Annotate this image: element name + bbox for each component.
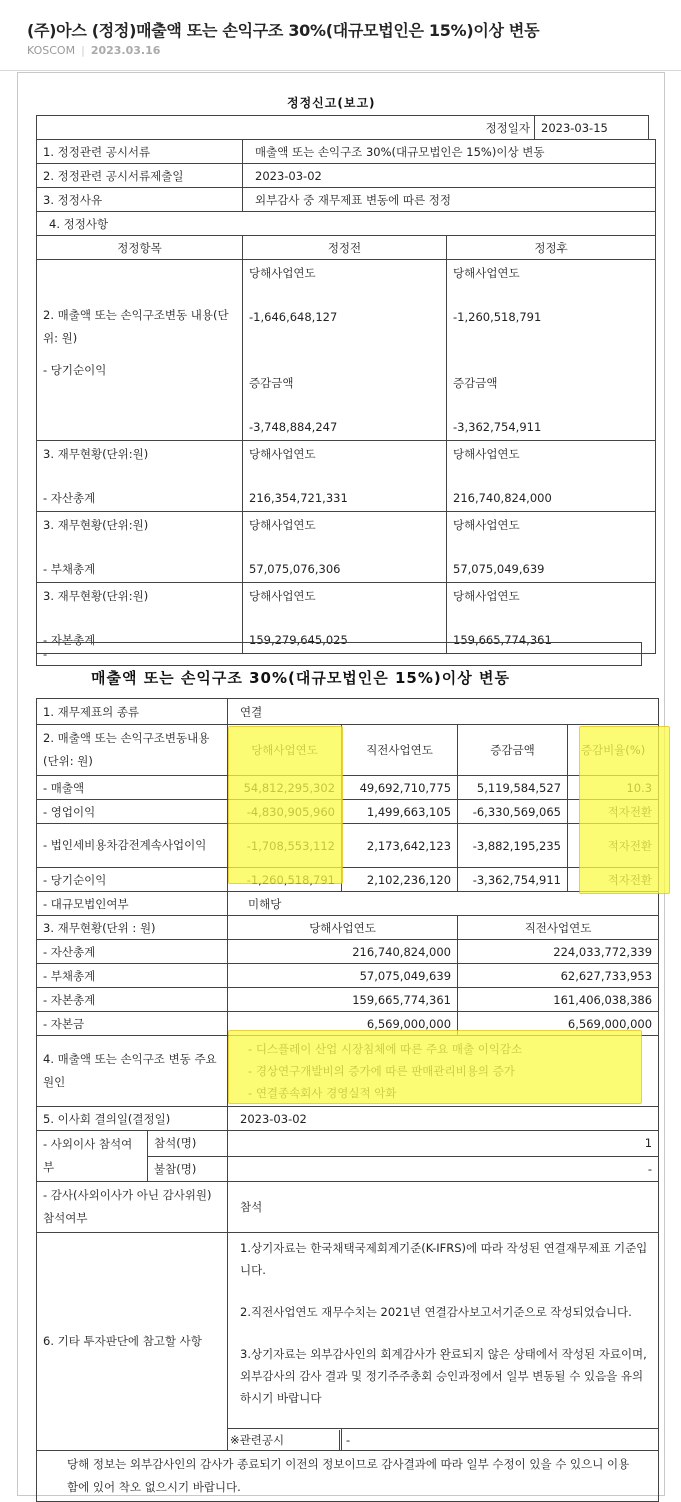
fin-row-before	[243, 512, 447, 583]
blank-cell	[37, 116, 473, 140]
note-item: 3.상기자료는 외부감사인의 회계감사가 완료되지 않은 상태에서 작성된 자료이며, 외부감사의 감사 결과 및 정기주주총회 승인과정에서 일부 변동될 수 있음을 유의 하시기 바랍니다	[240, 1347, 647, 1405]
attend-label: 참석(명)	[148, 1131, 228, 1157]
highlight-current-year	[228, 726, 343, 884]
col-header-diff: 증감금액	[458, 725, 568, 776]
pl-row-label: - 매출액	[37, 776, 228, 800]
related-value: -	[346, 1432, 351, 1447]
note-item: 1.상기자료는 한국채택국제회계기준(K-IFRS)에 따라 작성된 연결재무제표 기준입니다.	[240, 1241, 648, 1277]
bs-current: 57,075,049,639	[228, 964, 458, 988]
related-label: ※관련공시	[228, 1430, 340, 1450]
fin-after-header: 당해사업연도	[453, 447, 520, 461]
bs-current: 159,665,774,361	[228, 988, 458, 1012]
article-title: (주)아스 (정정)매출액 또는 손익구조 30%(대규모법인은 15%)이상 변동	[27, 21, 540, 40]
correction-items-label: 4. 정정사항	[37, 212, 656, 236]
reason-label: 4. 매출액 또는 손익구조 변동 주요원인	[37, 1036, 228, 1107]
meta-divider: |	[81, 44, 85, 57]
board-date-label: 5. 이사회 결의일(결정일)	[37, 1107, 228, 1131]
before-value-2: -3,748,884,247	[249, 420, 338, 434]
item-label-main: 2. 매출액 또는 손익구조변동 내용(단위: 원)	[43, 308, 229, 345]
correction-heading: 정정신고(보고)	[287, 96, 376, 110]
pl-diff: -6,330,569,065	[458, 800, 568, 824]
auditor-value: 참석	[228, 1182, 659, 1233]
after-header-2: 증감금액	[453, 376, 498, 390]
col-header-previous: 직전사업연도	[342, 725, 458, 776]
fin-label-main: 3. 재무현황(단위:원)	[43, 589, 149, 603]
sec2-label: 2. 매출액 또는 손익구조변동내용(단위: 원)	[37, 725, 228, 776]
other-info-notes	[228, 1233, 659, 1429]
fin-before-value: 159,279,645,025	[249, 633, 348, 647]
fin-row-label	[37, 441, 243, 512]
correction-row-label: 2. 정정관련 공시서류제출일	[37, 164, 243, 188]
fin-after-value: 57,075,049,639	[453, 562, 545, 576]
fin-before-header: 당해사업연도	[249, 518, 316, 532]
other-info-label: 6. 기타 투자판단에 참고할 사항	[37, 1233, 228, 1451]
correction-row-value: 외부감사 중 재무제표 변동에 따른 정정	[243, 188, 656, 212]
pl-previous: 2,173,642,123	[342, 824, 458, 868]
attend-value: 1	[228, 1131, 659, 1157]
pl-diff: -3,882,195,235	[458, 824, 568, 868]
correction-row-value: 2023-03-02	[243, 164, 656, 188]
sec3-header-current: 당해사업연도	[228, 916, 458, 940]
fin-label-main: 3. 재무현황(단위:원)	[43, 518, 149, 532]
fin-label-main: 3. 재무현황(단위:원)	[43, 447, 149, 461]
correction-table	[36, 139, 656, 654]
correction-before-cell	[243, 260, 447, 441]
related-blank	[342, 1429, 659, 1451]
fin-row-after	[447, 512, 656, 583]
bs-previous: 62,627,733,953	[458, 964, 659, 988]
auditor-label: - 감사(사외이사가 아닌 감사위원)참석여부	[37, 1182, 228, 1233]
fin-row-before	[243, 441, 447, 512]
pl-previous: 49,692,710,775	[342, 776, 458, 800]
pl-row-label: - 법인세비용차감전계속사업이익	[37, 824, 228, 868]
absent-label: 불참(명)	[148, 1156, 228, 1182]
fin-label-sub: - 부채총계	[43, 562, 96, 576]
correction-trailing-table	[36, 642, 642, 666]
pl-diff: 5,119,584,527	[458, 776, 568, 800]
fin-after-value: 216,740,824,000	[453, 491, 552, 505]
correction-row-label: 1. 정정관련 공시서류	[37, 140, 243, 164]
highlight-ratio	[579, 726, 670, 894]
fin-after-value: 159,665,774,361	[453, 633, 552, 647]
footer-note: 당해 정보는 외부감사인의 감사가 종료되기 이전의 정보이므로 감사결과에 따라 일부 수정이 있을 수 있으니 이용함에 있어 착오 없으시기 바랍니다.	[37, 1451, 659, 1502]
fin-after-header: 당해사업연도	[453, 518, 520, 532]
correction-date-label: 정정일자	[473, 116, 535, 140]
pl-previous: 2,102,236,120	[342, 868, 458, 892]
note-item: 2.직전사업연도 재무수치는 2021년 연결감사보고서기준으로 작성되었습니다.	[240, 1305, 632, 1319]
fin-row-label	[37, 512, 243, 583]
fin-before-header: 당해사업연도	[249, 589, 316, 603]
correction-item-label	[37, 260, 243, 441]
article-meta	[27, 44, 160, 57]
col-header-before: 정정전	[243, 236, 447, 260]
main-heading: 매출액 또는 손익구조 30%(대규모법인은 15%)이상 변동	[91, 669, 510, 687]
after-header-1: 당해사업연도	[453, 266, 520, 280]
related-cell	[228, 1429, 351, 1451]
bs-row-label: - 부채총계	[37, 964, 228, 988]
pl-row-label: - 영업이익	[37, 800, 228, 824]
after-value-2: -3,362,754,911	[453, 420, 542, 434]
pl-diff: -3,362,754,911	[458, 868, 568, 892]
bs-current: 216,740,824,000	[228, 940, 458, 964]
bs-previous: 6,569,000,000	[458, 1012, 659, 1036]
absent-value: -	[228, 1156, 659, 1182]
large-corp-value: 미해당	[228, 892, 659, 916]
correction-row-label: 3. 정정사유	[37, 188, 243, 212]
board-date-value: 2023-03-02	[228, 1107, 659, 1131]
publish-date: 2023.03.16	[90, 44, 161, 57]
bs-row-label: - 자산총계	[37, 940, 228, 964]
pl-row-label: - 당기순이익	[37, 868, 228, 892]
fin-before-header: 당해사업연도	[249, 447, 316, 461]
after-value-1: -1,260,518,791	[453, 310, 542, 324]
outside-director-label: - 사외이사 참석여부	[37, 1131, 148, 1182]
fin-label-sub: - 자산총계	[43, 491, 96, 505]
fin-before-value: 216,354,721,331	[249, 491, 348, 505]
source-label: KOSCOM	[27, 44, 76, 57]
correction-after-cell	[447, 260, 656, 441]
fin-label-sub: - 자본총계	[43, 633, 96, 647]
bs-current: 6,569,000,000	[228, 1012, 458, 1036]
col-header-after: 정정후	[447, 236, 656, 260]
fs-type-label: 1. 재무제표의 종류	[37, 699, 228, 725]
article-header	[0, 0, 681, 71]
fs-type-value: 연결	[228, 699, 659, 725]
before-header-2: 증감금액	[249, 376, 294, 390]
bs-row-label: - 자본금	[37, 1012, 228, 1036]
before-header-1: 당해사업연도	[249, 266, 316, 280]
sec3-header-previous: 직전사업연도	[458, 916, 659, 940]
large-corp-label: - 대규모법인여부	[37, 892, 228, 916]
correction-date-value: 2023-03-15	[535, 116, 649, 140]
highlight-reasons	[228, 1030, 642, 1104]
correction-date-table	[36, 115, 649, 140]
bs-row-label: - 자본총계	[37, 988, 228, 1012]
bs-previous: 224,033,772,339	[458, 940, 659, 964]
pl-previous: 1,499,663,105	[342, 800, 458, 824]
trailing-cell: -	[37, 643, 642, 666]
before-value-1: -1,646,648,127	[249, 310, 338, 324]
fin-after-header: 당해사업연도	[453, 589, 520, 603]
fin-row-after	[447, 441, 656, 512]
bs-previous: 161,406,038,386	[458, 988, 659, 1012]
item-label-sub: - 당기순이익	[43, 363, 107, 377]
sec3-label: 3. 재무현황(단위 : 원)	[37, 916, 228, 940]
fin-before-value: 57,075,076,306	[249, 562, 341, 576]
correction-row-value: 매출액 또는 손익구조 30%(대규모법인은 15%)이상 변동	[243, 140, 656, 164]
col-header-item: 정정항목	[37, 236, 243, 260]
